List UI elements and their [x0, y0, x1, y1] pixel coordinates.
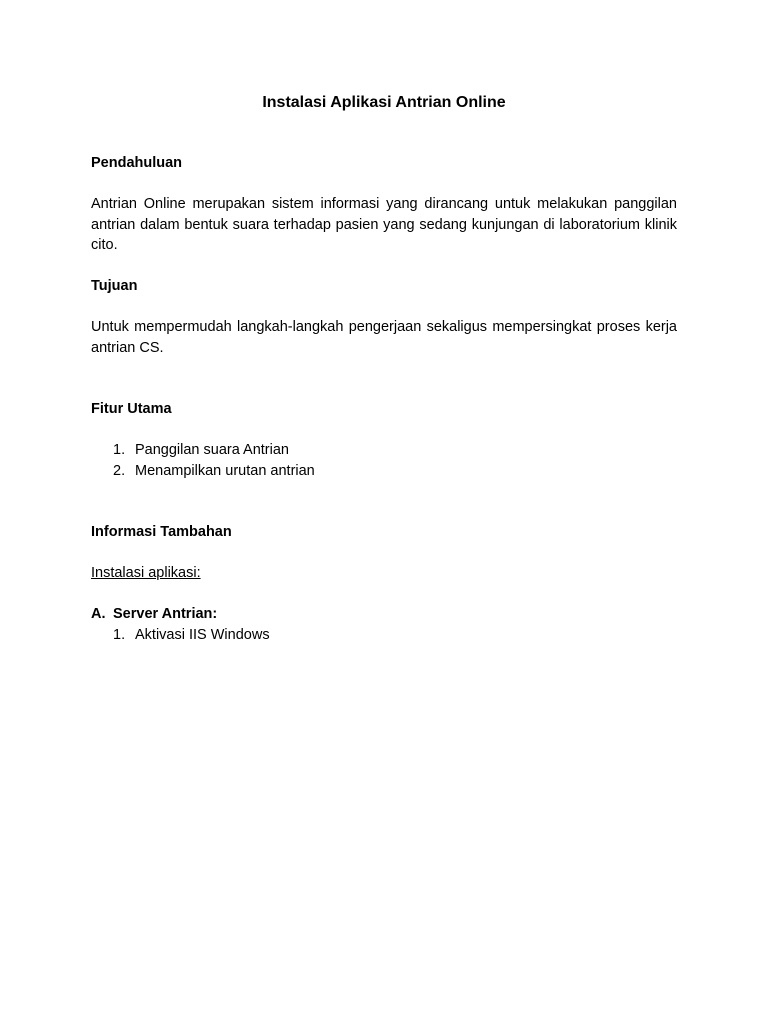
subheading-instalasi-aplikasi: Instalasi aplikasi:	[91, 565, 201, 581]
heading-fitur-utama: Fitur Utama	[91, 401, 172, 417]
document-title: Instalasi Aplikasi Antrian Online	[262, 94, 506, 111]
section-a-label: Server Antrian:	[113, 606, 218, 622]
list-item-text: Menampilkan urutan antrian	[135, 462, 315, 479]
heading-pendahuluan: Pendahuluan	[91, 155, 183, 171]
list-item-text: Panggilan suara Antrian	[135, 442, 289, 458]
paragraph-pendahuluan: Antrian Online merupakan sistem informasi yang dirancang untuk melakukan panggilan antrian dalam bentuk suara terhadap pasien yang sedang kunjungan di laboratorium klinik cito.	[91, 196, 677, 253]
heading-informasi-tambahan: Informasi Tambahan	[91, 524, 232, 540]
list-item-number: 2.	[113, 462, 126, 479]
list-item-number: 1.	[113, 442, 126, 458]
paragraph-tujuan: Untuk mempermudah langkah-langkah pengerjaan sekaligus mempersingkat proses kerja antrian CS.	[91, 319, 677, 356]
list-item-text: Aktivasi IIS Windows	[135, 627, 270, 643]
section-a-letter: A.	[91, 606, 106, 622]
heading-tujuan: Tujuan	[91, 278, 138, 294]
list-item-number: 1.	[113, 627, 126, 643]
